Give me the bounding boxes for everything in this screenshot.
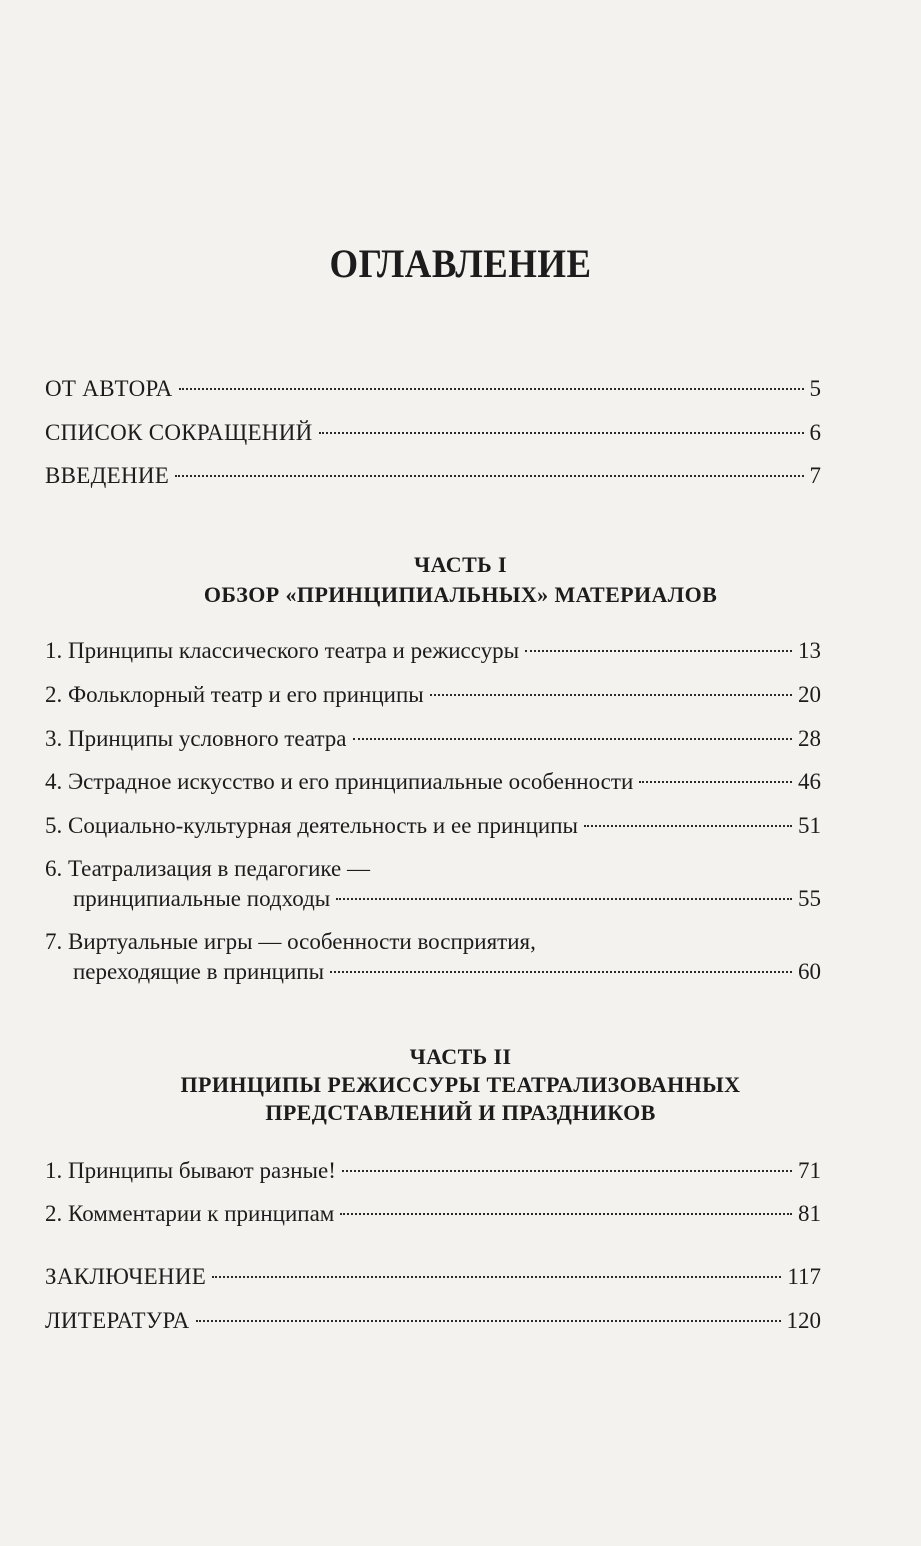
toc-entry-literature: [45, 1306, 821, 1336]
dot-leader: [353, 738, 792, 740]
dot-leader: [584, 825, 792, 827]
toc-entry-label: 4. Эстрадное искусство и его принципиальные особенности: [45, 769, 634, 794]
toc-entry-page: 46: [798, 769, 821, 794]
toc-entry-label: 2. Фольклорный театр и его принципы: [45, 682, 424, 707]
part-2-subtitle-line-2: ПРЕДСТАВЛЕНИЙ И ПРАЗДНИКОВ: [265, 1100, 656, 1125]
toc-entry-page: 13: [798, 638, 821, 663]
toc-entry-label: 5. Социально-культурная деятельность и ее принципы: [45, 813, 578, 838]
toc-entry-page: 20: [798, 682, 821, 707]
toc-entry-part1-6: [73, 884, 821, 914]
toc-entry-conclusion: [45, 1262, 821, 1292]
toc-entry-page: 81: [798, 1201, 821, 1226]
toc-entry-page: 120: [786, 1308, 821, 1333]
toc-entry-part1-5: [45, 811, 821, 841]
toc-entry-part1-7: [73, 957, 821, 987]
toc-entry-label: принципиальные подходы: [73, 886, 331, 911]
toc-entry-part1-1: [45, 636, 821, 666]
toc-entry-page: 6: [809, 420, 821, 445]
toc-entry-page: 5: [809, 376, 821, 401]
toc-entry-page: 7: [809, 463, 821, 488]
toc-entry-label: ОТ АВТОРА: [45, 376, 173, 401]
part-2-subtitle-line-1: ПРИНЦИПЫ РЕЖИССУРЫ ТЕАТРАЛИЗОВАННЫХ: [180, 1072, 741, 1097]
part-1-heading: ЧАСТЬ I: [414, 552, 507, 577]
dot-leader: [179, 388, 804, 390]
toc-entry-label: 1. Принципы бывают разные!: [45, 1158, 336, 1183]
toc-entry-label: СПИСОК СОКРАЩЕНИЙ: [45, 420, 313, 445]
toc-entry-page: 55: [798, 886, 821, 911]
dot-leader: [525, 650, 792, 652]
dot-leader: [639, 781, 792, 783]
part-1-subtitle: ОБЗОР «ПРИНЦИПИАЛЬНЫХ» МАТЕРИАЛОВ: [203, 582, 718, 607]
toc-entry-abbreviations: [45, 418, 821, 448]
dot-leader: [196, 1320, 781, 1322]
toc-entry-label: ЛИТЕРАТУРА: [45, 1308, 190, 1333]
dot-leader: [430, 694, 792, 696]
dot-leader: [175, 475, 803, 477]
toc-entry-label: 2. Комментарии к принципам: [45, 1201, 335, 1226]
toc-entry-page: 51: [798, 813, 821, 838]
toc-entry-label: 1. Принципы классического театра и режиссуры: [45, 638, 520, 663]
toc-entry-part1-6-line1: 6. Театрализация в педагогике —: [45, 856, 370, 881]
part-2-heading: ЧАСТЬ II: [409, 1044, 512, 1069]
toc-entry-part1-4: [45, 767, 821, 797]
page-title: ОГЛАВЛЕНИЕ: [329, 241, 592, 286]
toc-entry-page: 28: [798, 726, 821, 751]
toc-entry-page: 71: [798, 1158, 821, 1183]
dot-leader: [340, 1213, 792, 1215]
dot-leader: [336, 898, 792, 900]
dot-leader: [319, 432, 804, 434]
toc-entry-part1-2: [45, 680, 821, 710]
toc-entry-part2-1: [45, 1156, 821, 1186]
dot-leader: [342, 1170, 792, 1172]
toc-entry-label: ВВЕДЕНИЕ: [45, 463, 170, 488]
toc-entry-page: 117: [787, 1264, 821, 1289]
toc-entry-part2-2: [45, 1199, 821, 1229]
toc-entry-page: 60: [798, 959, 821, 984]
dot-leader: [330, 971, 792, 973]
toc-entry-label: переходящие в принципы: [73, 959, 325, 984]
toc-entry-introduction: [45, 461, 821, 491]
toc-entry-part1-7-line1: 7. Виртуальные игры — особенности восприятия,: [45, 929, 536, 954]
toc-entry-from-author: [45, 374, 821, 404]
toc-entry-label: 3. Принципы условного театра: [45, 726, 347, 751]
toc-entry-part1-3: [45, 724, 821, 754]
dot-leader: [212, 1276, 781, 1278]
toc-entry-label: ЗАКЛЮЧЕНИЕ: [45, 1264, 207, 1289]
